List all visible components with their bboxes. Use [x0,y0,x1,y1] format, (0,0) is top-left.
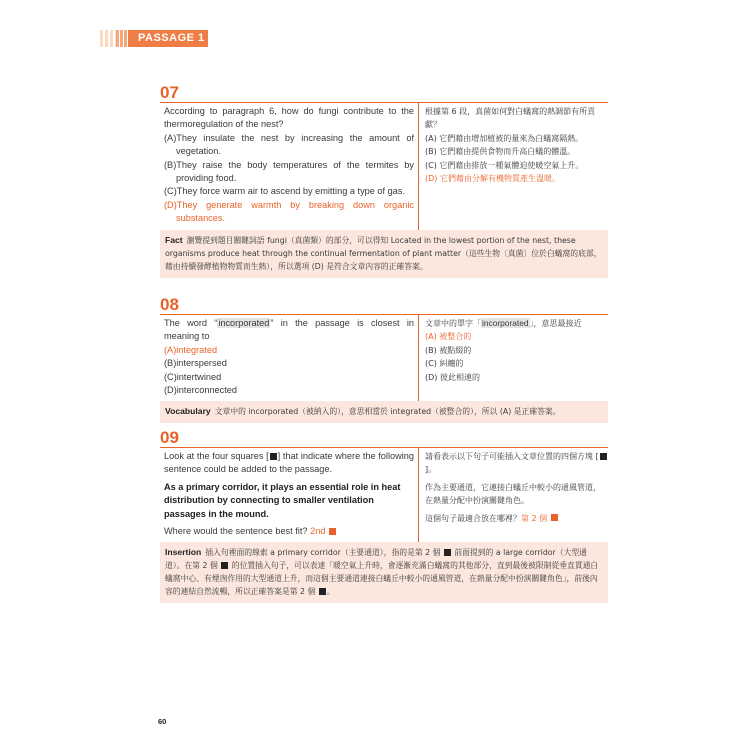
question-text-pre: The word “ [164,318,218,328]
option-b: (B)interspersed [164,358,227,369]
answer-square-icon [551,514,558,521]
question-number: 08 [160,295,179,314]
zh-option-d: (D) 彼此相連的 [425,372,480,382]
chinese-column [418,448,608,542]
zh-question-text: 根據第 6 段，真菌如何對白蟻窩的熱調節有所貢獻？ [425,107,596,130]
passage-label: PASSAGE 1 [128,30,208,47]
explanation-text-4: 。 [326,587,335,597]
square-marker-icon [221,562,228,569]
zh-option-a: (A) 它們藉由增加植被的量來為白蟻窩隔熱。 [425,133,584,143]
explanation-box [160,401,608,423]
zh-highlighted-word: incorporated [482,318,529,328]
explanation-box [160,230,608,278]
square-marker-icon [270,453,277,460]
explanation-text-3: 的位置插入句子，可以表達「暖空氣上升時，會逐漸充滿白蟻窩的其他部分，直到最後被限制從垂直貫通白蟻窩中心、有煙囪作用的大型通道上升，而這個主要通道連接白蟻丘中較小的通風管道，在熱量分配中扮演關鍵角色」，前後內容的連結自然流暢，所以正確答案是第 2 個 [165,561,599,597]
square-marker-icon [319,588,326,595]
option-c: (C)They force warm air to ascend by emitting a type of gas. [164,186,406,197]
square-marker-icon [600,453,607,460]
question-text-post: ” in the passage is closest in meaning to [164,318,414,342]
question-text [164,317,414,344]
option-a: (A)They insulate the nest by increasing the amount of vegetation. [164,132,414,157]
explanation-tag: Fact [165,234,183,245]
question-07-body [160,102,608,230]
explanation-tag: Insertion [165,547,202,558]
option-b: (B)They raise the body temperatures of the termites by providing food. [164,159,414,184]
zh-option-c: (C) 它們藉由排放一種氣體迫使暖空氣上升。 [425,160,584,170]
insert-sentence: As a primary corridor, it plays an essential role in heat distribution by connecting to smaller ventilation passages in the mound. [164,481,401,519]
question-07-block [160,84,608,278]
question-text: According to paragraph 6, how do fungi contribute to the thermoregulation of the nest? [164,106,414,130]
ask-text [164,525,414,538]
zh-option-c: (C) 糾纏的 [425,359,464,369]
zh-question-text [425,450,608,477]
option-a-correct: (A)integrated [164,344,218,355]
explanation-text: 瀏覽提到題目關鍵詞語 fungi（真菌類）的部分，可以得知 Located in the lowest portion of the nest, these organisms produce heat through the continual fermentation of plant matter（這些生物〔真菌〕位於白蟻窩的底部，藉由持續發酵植物物質而生熱），所以選項 (D) 是符合文章內容的正確答案。 [165,235,602,271]
zh-ask: 這個句子最適合放在哪裡？ [425,513,521,523]
english-column [160,315,418,401]
question-08-block [160,296,608,423]
answer-square-icon [329,528,336,535]
zh-answer: 第 2 個 [521,513,548,523]
question-number: 07 [160,83,179,102]
question-09-body [160,447,608,542]
zh-sentence: 作為主要通道，它連接白蟻丘中較小的通風管道，在熱量分配中扮演關鍵角色。 [425,482,601,506]
passage-decor-stripes [100,30,128,47]
page-number: 60 [158,717,167,726]
intro-pre: Look at the four squares [ [164,451,269,461]
intro-post: ] that indicate where the following sentence could be added to the passage. [164,451,414,475]
explanation-tag: Vocabulary [165,406,211,417]
option-d: (D)interconnected [164,385,238,396]
chinese-column [418,103,608,230]
question-number: 09 [160,428,179,447]
square-marker-icon [444,549,451,556]
option-c: (C)intertwined [164,371,222,382]
chinese-column [418,315,608,401]
zh-option-a-correct: (A) 被整合的 [425,332,472,342]
highlighted-word: incorporated [218,318,270,328]
zh-intro-post: ]。 [425,465,437,475]
explanation-text-2: 前面提到的 a large corridor（大型通道）。在第 2 個 [165,548,587,571]
question-text [164,450,414,477]
question-09-block [160,429,608,603]
ask-question: Where would the sentence best fit? [164,526,308,537]
english-column [160,448,418,542]
explanation-box [160,542,608,603]
zh-option-b: (B) 被點綴的 [425,345,472,355]
zh-question-text [425,317,608,330]
zh-option-d-correct: (D) 它們藉由分解有機物質產生溫暖。 [425,174,560,184]
option-d-correct: (D)They generate warmth by breaking down organic substances. [164,199,414,224]
zh-intro-pre: 請看表示以下句子可能插入文章位置的四個方塊 [ [425,452,599,461]
answer-text: 2nd [310,526,326,537]
zh-option-b: (B) 它們藉由提供食物而升高白蟻的體溫。 [425,147,576,157]
zh-ask-text [425,512,608,525]
explanation-text: 文章中的 incorporated（被納入的），意思相當於 integrated（被整合的），所以 (A) 是正確答案。 [214,407,561,417]
explanation-text-1: 插入句裡面的線索 a primary corridor（主要通道），指的是第 2 個 [205,548,441,558]
zh-question-pre: 文章中的單字「 [425,319,481,328]
question-08-body [160,314,608,401]
zh-question-post: 」，意思最接近 [529,319,582,328]
english-column [160,103,418,230]
